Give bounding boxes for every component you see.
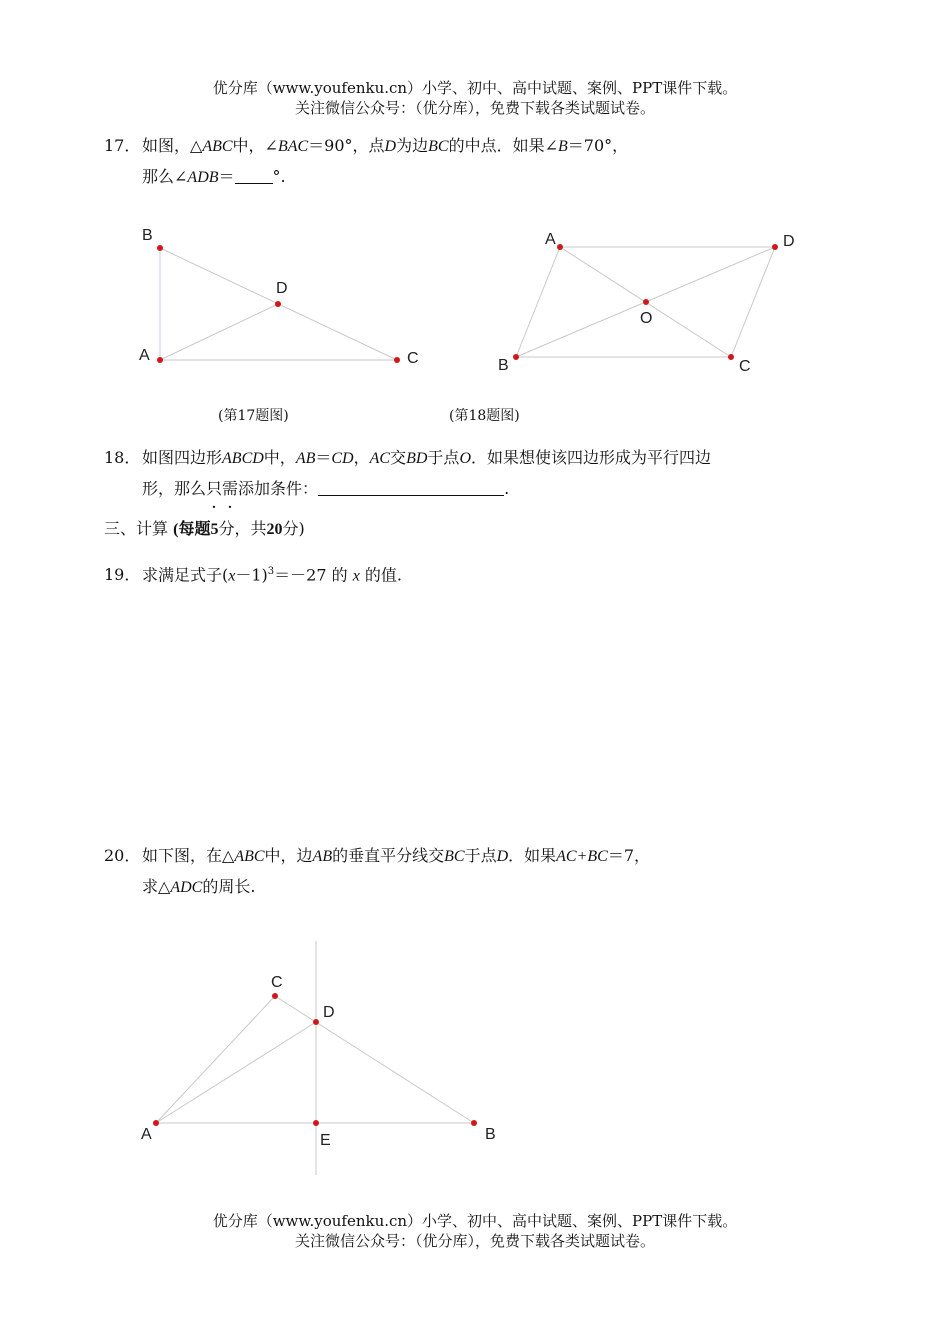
- header-line-2: 关注微信公众号：（优分库），免费下载各类试题试卷。: [294, 99, 655, 117]
- q20-var: AB: [312, 848, 333, 865]
- q18-text: 交: [390, 448, 407, 467]
- q17-text: 中，∠: [232, 136, 278, 155]
- footer-line-2: 关注微信公众号：（优分库），免费下载各类试题试卷。: [294, 1232, 655, 1250]
- q18-text: 于点: [427, 448, 460, 467]
- q20-text: 的垂直平分线交: [332, 846, 445, 865]
- point-d: [313, 1019, 319, 1025]
- question-17: [104, 131, 864, 193]
- section-title: 三、计算: [104, 519, 169, 538]
- label-d: D: [783, 233, 795, 250]
- q18-var: BD: [406, 450, 428, 467]
- label-e: E: [320, 1132, 331, 1149]
- q20-var: BC: [444, 848, 465, 865]
- q18-text: 形，那么: [142, 479, 207, 498]
- label-d: D: [323, 1004, 335, 1021]
- section-heading: [104, 514, 305, 545]
- q17-text: °.: [272, 167, 286, 186]
- figure-17: [139, 227, 419, 367]
- question-18: [104, 443, 864, 504]
- q17-var: BC: [428, 138, 449, 155]
- answer-blank: [235, 167, 273, 184]
- q19-text: 求满足式子(: [142, 565, 229, 585]
- page-footer: [0, 1211, 950, 1251]
- label-a: A: [139, 347, 150, 364]
- label-o: O: [640, 310, 653, 327]
- question-19: [104, 557, 864, 591]
- q20-var: AC+BC: [556, 848, 608, 865]
- question-number: 18．: [104, 448, 141, 467]
- q20-text: 中，边: [264, 846, 313, 865]
- point-a: [153, 1120, 159, 1126]
- q17-text: ＝70°，: [567, 136, 629, 155]
- q18-text: ．如果想使该四边形成为平行四边: [471, 448, 712, 467]
- point-a: [157, 357, 163, 363]
- label-c: C: [271, 974, 283, 991]
- q17-var: BAC: [277, 138, 309, 155]
- q17-var: ADB: [187, 169, 219, 186]
- point-d: [275, 301, 281, 307]
- header-line-1: 优分库（www.youfenku.cn）小学、初中、高中试题、案例、PPT课件下载。: [212, 79, 738, 97]
- q19-text: 的值.: [364, 565, 403, 585]
- q20-text: ．如果: [508, 846, 557, 865]
- section-note: 20: [266, 521, 283, 538]
- q17-text: 如图，△: [142, 136, 203, 155]
- q19-var: x: [228, 567, 236, 585]
- point-c: [272, 993, 278, 999]
- segment-ab: [516, 247, 560, 357]
- q17-text: ＝90°，点: [308, 136, 385, 155]
- point-b: [513, 354, 519, 360]
- section-note: (每题: [173, 521, 211, 538]
- point-c: [728, 354, 734, 360]
- q18-text: .: [504, 479, 510, 498]
- label-d: D: [276, 280, 288, 297]
- point-d: [772, 244, 778, 250]
- q17-text: ＝: [218, 167, 235, 186]
- section-note: 分，共: [218, 519, 267, 538]
- point-b: [157, 245, 163, 251]
- q18-text: 中，: [263, 448, 296, 467]
- question-number: 17．: [104, 136, 141, 155]
- q18-var: CD: [331, 450, 354, 467]
- question-20: [104, 841, 864, 903]
- q17-var: B: [558, 138, 568, 155]
- q19-exponent: 3: [267, 566, 275, 577]
- footer-line-1: 优分库（www.youfenku.cn）小学、初中、高中试题、案例、PPT课件下载。: [212, 1212, 738, 1230]
- q20-text: 如下图，在△: [142, 846, 235, 865]
- q20-text: 的周长.: [202, 877, 256, 896]
- point-a: [557, 244, 563, 250]
- question-number: 20．: [104, 846, 141, 865]
- q17-text: 的中点．如果∠: [448, 136, 558, 155]
- point-b: [471, 1120, 477, 1126]
- caption-figure-18: (第18题图): [449, 408, 520, 424]
- q18-var: ABCD: [222, 450, 264, 467]
- q18-var: AC: [369, 450, 391, 467]
- figure-18: [498, 231, 795, 375]
- segment-cb: [275, 996, 474, 1123]
- section-note: 5: [210, 521, 219, 538]
- label-b: B: [142, 227, 153, 244]
- q18-text: ，: [353, 448, 370, 467]
- figures-17-18: [0, 215, 950, 390]
- q20-text: ＝7，: [607, 846, 651, 865]
- q17-text: 那么∠: [142, 167, 188, 186]
- q18-text: 如图四边形: [142, 448, 223, 467]
- point-o: [643, 299, 649, 305]
- q17-var: D: [384, 138, 397, 155]
- q18-text: 添加条件：: [238, 479, 319, 498]
- question-number: 19．: [104, 565, 141, 585]
- q20-var: ABC: [234, 848, 265, 865]
- segment-ad: [160, 304, 278, 360]
- answer-blank: [318, 479, 504, 496]
- label-c: C: [739, 358, 751, 375]
- emphasis-char: 只: [206, 479, 223, 498]
- page-header: [0, 78, 950, 118]
- segment-dc: [731, 247, 775, 357]
- emphasis-char: 需: [222, 479, 239, 498]
- point-c: [394, 357, 400, 363]
- q20-var: D: [496, 848, 509, 865]
- q18-var: O: [459, 450, 471, 467]
- q20-text: 于点: [464, 846, 497, 865]
- q19-text: －1): [235, 565, 268, 585]
- label-a: A: [141, 1126, 152, 1143]
- q17-text: 为边: [396, 136, 429, 155]
- q20-var: ADC: [170, 879, 203, 896]
- q20-text: 求△: [142, 877, 171, 896]
- label-b: B: [498, 357, 509, 374]
- figure-20: [0, 935, 950, 1180]
- point-e: [313, 1120, 319, 1126]
- q19-var: x: [352, 567, 360, 585]
- q17-var: ABC: [202, 138, 233, 155]
- label-b: B: [485, 1126, 496, 1143]
- label-a: A: [545, 231, 556, 248]
- caption-figure-17: (第17题图): [218, 408, 289, 424]
- section-note: 分): [282, 519, 305, 538]
- q19-text: ＝－27 的: [274, 565, 348, 585]
- q18-text: ＝: [315, 448, 332, 467]
- label-c: C: [407, 350, 419, 367]
- q18-var: AB: [295, 450, 316, 467]
